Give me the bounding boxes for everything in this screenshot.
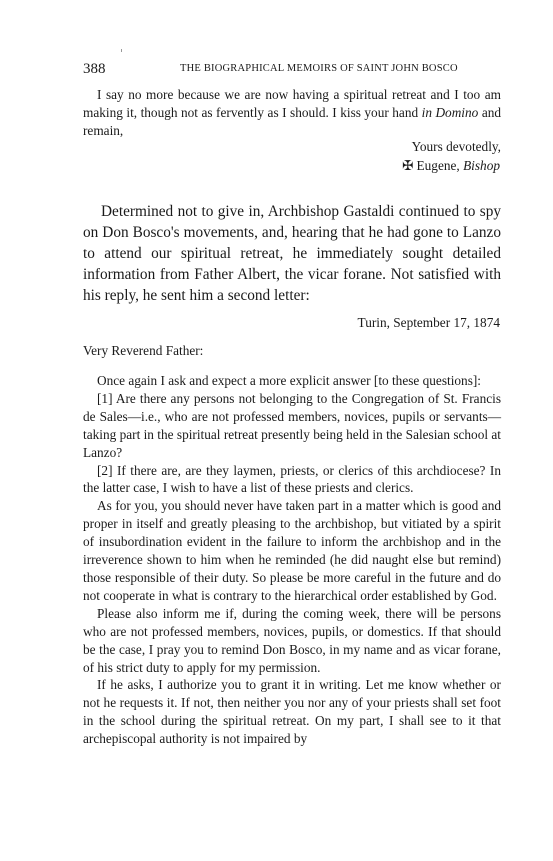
page-header [83, 61, 501, 79]
scan-mark [121, 49, 122, 52]
letter-paragraph: Please also inform me if, during the coming week, there will be persons who are not professed members, novices, pupils, or domestics. If that should be the case, I pray you to remind Don Bosco, in my name and as vicar forane, of his strict duty to apply for my permission. [83, 605, 501, 675]
letter-paragraph: Once again I ask and expect a more explicit answer [to these questions]: [97, 373, 481, 388]
letter-paragraph: [2] If there are, are they laymen, priests, or clerics of this archdiocese? In the latter case, I wish to have a list of these priests and clerics. [83, 462, 501, 496]
letter-paragraph: As for you, you should never have taken part in a matter which is good and proper in itself and greatly pleasing to the archbishop, but vitiated by a spirit of insubordination evident in the failure to inform the archbishop and in the irreverence shown to him when he reminded (he did naught else but remind) those responsible of their duty. So please be more careful in the future and do not cooperate in what is contrary to the hierarchical order established by God. [83, 498, 501, 603]
letter-closing: Yours devotedly, [411, 139, 501, 154]
letter-text-after: and remain, [83, 105, 502, 138]
signature-name: ✠ Eugene, [402, 158, 460, 173]
narrative-paragraph: Determined not to give in, Archbishop Gastaldi continued to spy on Don Bosco's movements, and, hearing that he had gone to Lanzo to attend our spiritual retreat, he immediately sought detailed information from Father Albert, the vicar forane. Not satisfied with his reply, he sent him a second letter: [83, 203, 501, 304]
letter-text-before: I say no more because we are now having a spiritual retreat and I too am making it, though not as fervently as I should. I kiss your hand [83, 87, 501, 120]
page-number: 388 [83, 61, 106, 77]
letter-salutation: Very Reverend Father: [83, 343, 204, 358]
letter-signature [402, 158, 500, 174]
running-title: THE BIOGRAPHICAL MEMOIRS OF SAINT JOHN BOSCO [180, 63, 458, 74]
signature-title: Bishop [463, 158, 500, 173]
letter-paragraph: If he asks, I authorize you to grant it in writing. Let me know whether or not he requests it. If not, then neither you nor any of your priests shall set foot in the school during the spiritual retreat. On my part, I shall see to it that archepiscopal authority is not impaired by [83, 677, 501, 747]
letter-paragraph: [1] Are there any persons not belonging to the Congregation of St. Francis de Sales—i.e., who are not professed members, novices, pupils or servants—taking part in the spiritual retreat presently being held in the Salesian school at Lanzo? [83, 390, 501, 460]
letter-body [83, 372, 501, 748]
letter-dateline: Turin, September 17, 1874 [357, 315, 500, 330]
letter-text-italic: in Domino [421, 105, 479, 120]
letter-closing-paragraph [83, 86, 501, 140]
